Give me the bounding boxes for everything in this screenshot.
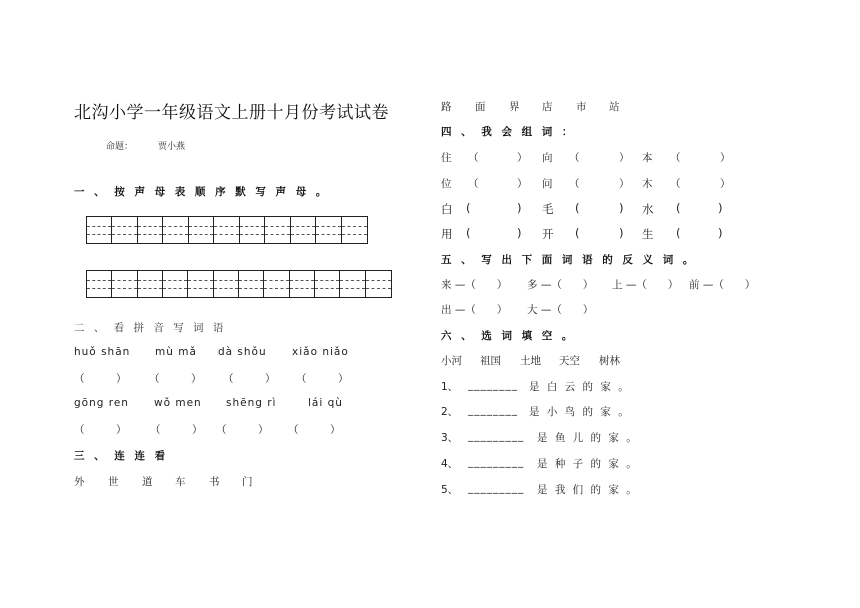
match-word[interactable]: 店 <box>542 101 553 113</box>
paren-open[interactable]: （ <box>468 178 479 190</box>
item-number: 5、 <box>441 484 459 496</box>
word-group-row <box>441 201 741 215</box>
word-bank <box>441 353 641 367</box>
match-word[interactable]: 门 <box>242 476 253 488</box>
item-number: 4、 <box>441 458 459 470</box>
match-word[interactable]: 世 <box>108 476 119 488</box>
answer-paren[interactable]: （ ） <box>74 373 127 385</box>
pinyin-item: gōng ren <box>74 397 129 409</box>
pinyin-item: lái qù <box>308 397 343 409</box>
match-row-2 <box>441 99 641 113</box>
item-number: 3、 <box>441 432 459 444</box>
antonym-item[interactable]: 上 —（ ） <box>612 279 679 291</box>
antonym-item[interactable]: 大 —（ ） <box>527 304 594 316</box>
word-bank-item: 祖国 <box>480 355 501 367</box>
paren-close[interactable]: ） <box>517 178 528 190</box>
character: 问 <box>542 178 553 190</box>
paren-open[interactable]: ( <box>676 201 681 215</box>
fill-blank-item <box>441 456 641 470</box>
antonym-item[interactable]: 出 —（ ） <box>441 304 508 316</box>
paren-close[interactable]: ) <box>619 201 624 215</box>
match-word[interactable]: 书 <box>209 476 220 488</box>
word-bank-item: 天空 <box>559 355 580 367</box>
match-word[interactable]: 市 <box>576 101 587 113</box>
character: 白 <box>441 202 453 216</box>
match-word[interactable]: 外 <box>74 476 85 488</box>
answer-blank[interactable]: _________ <box>468 430 525 442</box>
antonym-item[interactable]: 前 —（ ） <box>689 279 756 291</box>
writing-grid-2[interactable] <box>86 270 392 298</box>
pinyin-row-2 <box>74 397 374 411</box>
antonym-item[interactable]: 多 —（ ） <box>527 279 594 291</box>
match-word[interactable]: 界 <box>509 101 520 113</box>
answer-paren[interactable]: （ ） <box>223 373 276 385</box>
paren-close[interactable]: ) <box>718 226 723 240</box>
word-group-row <box>441 226 741 240</box>
paren-close[interactable]: ） <box>720 178 731 190</box>
paren-close[interactable]: ) <box>619 226 624 240</box>
pinyin-row-1 <box>74 346 374 360</box>
page-title: 北沟小学一年级语文上册十月份考试试卷 <box>74 103 389 123</box>
answer-blank[interactable]: _________ <box>468 456 525 468</box>
item-text: 是 我 们 的 家 。 <box>537 484 639 496</box>
paren-open[interactable]: （ <box>468 152 479 164</box>
fill-blank-item <box>441 482 641 496</box>
paren-close[interactable]: ） <box>619 152 630 164</box>
word-bank-item: 小河 <box>441 355 462 367</box>
pinyin-item: huǒ shān <box>74 346 131 358</box>
character: 水 <box>642 202 654 216</box>
paren-close[interactable]: ） <box>619 178 630 190</box>
character: 用 <box>441 227 453 241</box>
section4-heading: 四 、 我 会 组 词 ： <box>441 126 576 138</box>
match-word[interactable]: 道 <box>142 476 153 488</box>
paren-open[interactable]: （ <box>670 152 681 164</box>
answer-paren[interactable]: （ ） <box>296 373 349 385</box>
writing-grid-1[interactable] <box>86 216 368 244</box>
answer-row-1 <box>74 371 364 385</box>
antonym-row-1 <box>441 277 761 291</box>
character: 住 <box>441 152 452 164</box>
answer-row-2 <box>74 422 364 436</box>
author-label: 命题： <box>106 142 134 152</box>
answer-paren[interactable]: （ ） <box>74 424 127 436</box>
pinyin-item: shēng rì <box>226 397 277 409</box>
match-word[interactable]: 站 <box>609 101 620 113</box>
paren-open[interactable]: ( <box>676 226 681 240</box>
paren-close[interactable]: ） <box>720 152 731 164</box>
item-text: 是 种 子 的 家 。 <box>537 458 639 470</box>
match-word[interactable]: 路 <box>441 101 452 113</box>
character: 生 <box>642 227 654 241</box>
match-word[interactable]: 车 <box>175 476 186 488</box>
character: 开 <box>542 227 554 241</box>
answer-paren[interactable]: （ ） <box>150 424 203 436</box>
section1-heading: 一 、 按 声 母 表 顺 序 默 写 声 母 。 <box>74 186 330 198</box>
match-word[interactable]: 面 <box>475 101 486 113</box>
answer-blank[interactable]: _________ <box>468 482 525 494</box>
word-group-row <box>441 176 741 190</box>
word-bank-item: 土地 <box>520 355 541 367</box>
paren-close[interactable]: ) <box>517 201 522 215</box>
answer-paren[interactable]: （ ） <box>149 373 202 385</box>
item-number: 2、 <box>441 406 459 418</box>
character: 毛 <box>542 202 554 216</box>
author-name: 贾小燕 <box>158 142 186 152</box>
paren-open[interactable]: ( <box>466 226 471 240</box>
paren-open[interactable]: （ <box>670 178 681 190</box>
pinyin-item: dà shǒu <box>218 346 267 358</box>
word-group-row <box>441 150 741 164</box>
section2-heading: 二 、 看 拼 音 写 词 语 <box>74 322 227 334</box>
antonym-item[interactable]: 来 —（ ） <box>441 279 508 291</box>
match-row-1 <box>74 474 274 488</box>
paren-open[interactable]: （ <box>569 178 580 190</box>
paren-close[interactable]: ) <box>517 226 522 240</box>
word-bank-item: 树林 <box>599 355 620 367</box>
item-text: 是 鱼 儿 的 家 。 <box>537 432 639 444</box>
section5-heading: 五 、 写 出 下 面 词 语 的 反 义 词 。 <box>441 254 697 266</box>
fill-blank-item <box>441 430 641 444</box>
paren-close[interactable]: ) <box>718 201 723 215</box>
paren-open[interactable]: ( <box>575 226 580 240</box>
fill-blank-item <box>441 404 641 418</box>
answer-paren[interactable]: （ ） <box>288 424 341 436</box>
paren-open[interactable]: （ <box>569 152 580 164</box>
answer-blank[interactable]: ________ <box>468 404 518 416</box>
pinyin-item: mù mǎ <box>155 346 197 358</box>
pinyin-item: wǒ men <box>154 397 202 409</box>
item-text: 是 白 云 的 家 。 <box>529 381 631 393</box>
antonym-row-2 <box>441 302 761 316</box>
character: 本 <box>642 152 653 164</box>
item-text: 是 小 鸟 的 家 。 <box>529 406 631 418</box>
section6-heading: 六 、 选 词 填 空 。 <box>441 330 576 342</box>
character: 木 <box>642 178 653 190</box>
pinyin-item: xiǎo niǎo <box>292 346 349 358</box>
character: 向 <box>542 152 553 164</box>
answer-paren[interactable]: （ ） <box>216 424 269 436</box>
paren-close[interactable]: ） <box>517 152 528 164</box>
item-number: 1、 <box>441 381 459 393</box>
section3-heading: 三 、 连 连 看 <box>74 450 169 462</box>
answer-blank[interactable]: ________ <box>468 379 518 391</box>
character: 位 <box>441 178 452 190</box>
fill-blank-item <box>441 379 641 393</box>
paren-open[interactable]: ( <box>575 201 580 215</box>
paren-open[interactable]: ( <box>466 201 471 215</box>
